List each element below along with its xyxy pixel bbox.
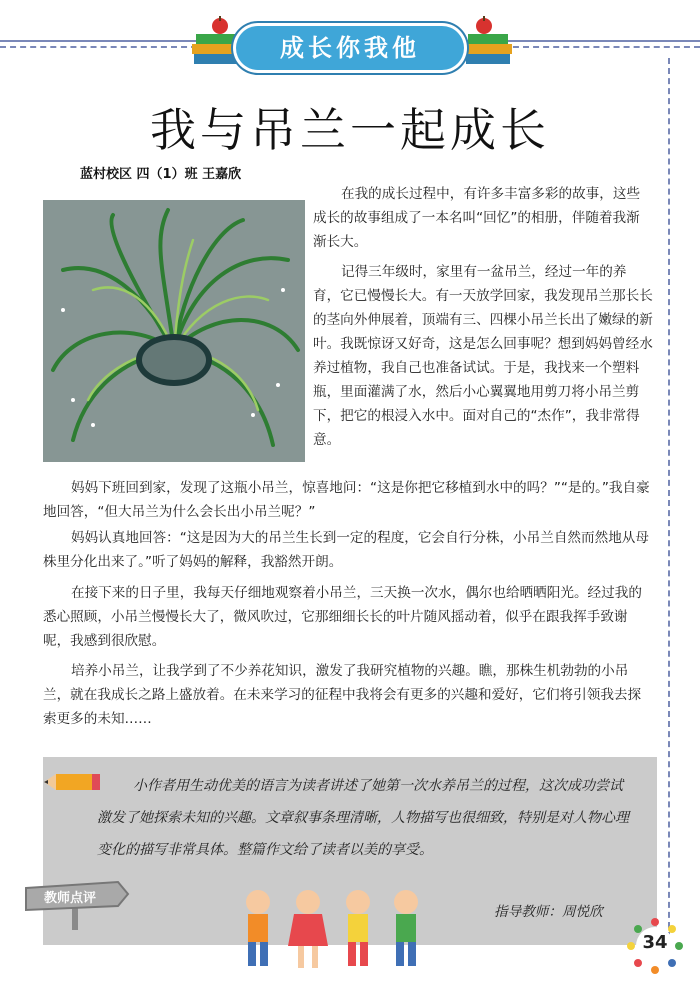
books-apple-icon bbox=[460, 14, 518, 74]
paragraph-2 bbox=[313, 260, 653, 452]
paragraph-4 bbox=[43, 526, 653, 574]
paragraph-6 bbox=[43, 659, 653, 731]
teacher-name: 指导教师：周悦欣 bbox=[494, 904, 603, 920]
paragraph-5 bbox=[43, 581, 653, 653]
paragraph-5-text: 在接下来的日子里，我每天仔细地观察着小吊兰，三天换一次水，偶尔也给晒晒阳光。经过我的悉心照顾，小吊兰慢慢长大了，微风吹过，它那细细长长的叶片随风摇动着，似乎在跟我挥手致谢呢，我感到很欣慰。 bbox=[43, 585, 642, 649]
paragraph-2-text: 记得三年级时，家里有一盆吊兰，经过一年的养育，它已慢慢长大。有一天放学回家，我发现吊兰那长长的茎向外伸展着，顶端有三、四棵小吊兰长出了嫩绿的新叶。我既惊讶又好奇，这是怎么回事呢？想到妈妈曾经水养过植物，我自己也准备试试。于是，我找来一个塑料瓶，里面灌满了水，然后小心翼翼地用剪刀将小吊兰剪下，把它的根浸入水中。面对自己的“杰作”，我非常得意。 bbox=[313, 264, 653, 448]
article-title: 我与吊兰一起成长 bbox=[150, 103, 550, 157]
pencil-icon bbox=[40, 762, 104, 802]
paragraph-6-text: 培养小吊兰，让我学到了不少养花知识，激发了我研究植物的兴趣。瞧，那株生机勃勃的小吊兰，就在我成长之路上盛放着。在未来学习的征程中我将会有更多的兴趣和爱好，它们将引领我去探索更多的未知…… bbox=[43, 663, 642, 727]
section-banner-label: 成长你我他 bbox=[280, 33, 420, 62]
children-illustration bbox=[236, 880, 432, 980]
paragraph-1 bbox=[313, 182, 653, 254]
author-line: 蓝村校区 四（1）班 王嘉欣 bbox=[80, 167, 242, 182]
sign-label: 教师点评 bbox=[44, 891, 97, 906]
comment-text: 小作者用生动优美的语言为读者讲述了她第一次水养吊兰的过程，这次成功尝试激发了她探索未知的兴趣。文章叙事条理清晰，人物描写也很细致，特别是对人物心理变化的描写非常具体。整篇作文给了读者以美的享受。 bbox=[97, 778, 629, 858]
wooden-sign-icon bbox=[22, 880, 132, 930]
page-number: 34 bbox=[642, 932, 668, 953]
section-banner bbox=[236, 26, 464, 70]
paragraph-3-text: 妈妈下班回到家，发现了这瓶小吊兰，惊喜地问：“这是你把它移植到水中的吗？”“是的。”我自豪地回答，“但大吊兰为什么会长出小吊兰呢？” bbox=[43, 480, 650, 520]
paragraph-3 bbox=[43, 476, 653, 524]
paragraph-4-text: 妈妈认真地回答：“这是因为大的吊兰生长到一定的程度，它会自行分株，小吊兰自然而然地从母株里分化出来了。”听了妈妈的解释，我豁然开朗。 bbox=[43, 530, 649, 570]
spider-plant-painting bbox=[43, 200, 305, 462]
right-dashed-border bbox=[668, 58, 670, 938]
paragraph-1-text: 在我的成长过程中，有许多丰富多彩的故事，这些成长的故事组成了一本名叫“回忆”的相册，伴随着我渐渐长大。 bbox=[313, 186, 641, 250]
